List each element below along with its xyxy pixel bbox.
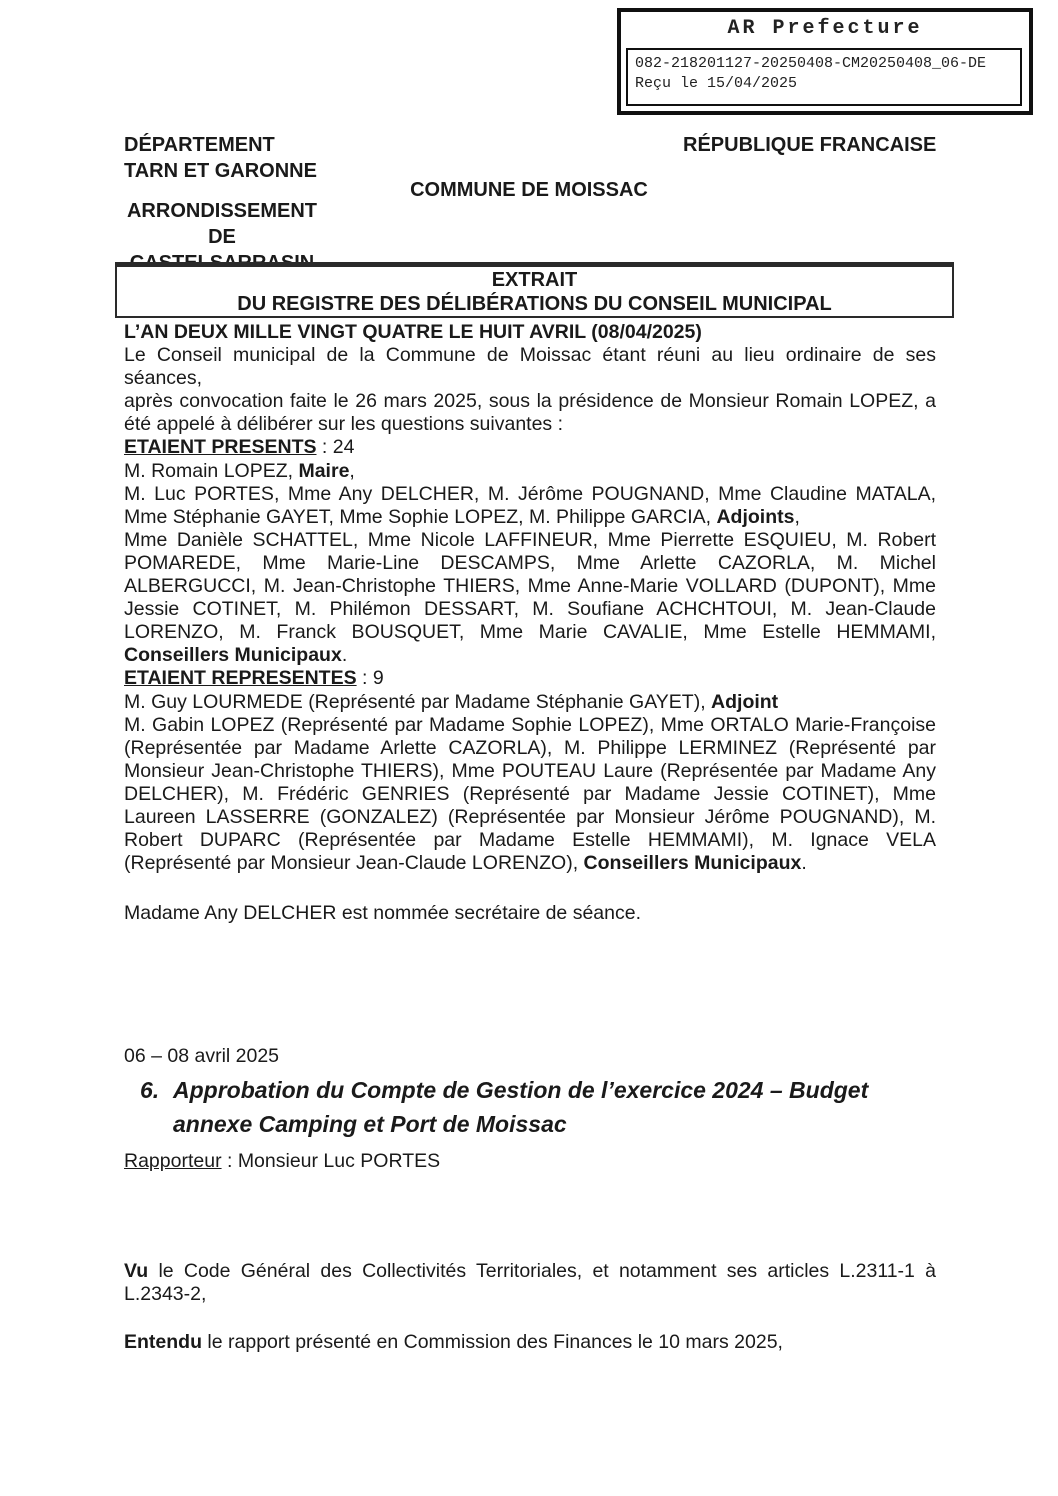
agenda-item-title-line2: annexe Camping et Port de Moissac [173, 1111, 567, 1137]
arrondissement-line1: ARRONDISSEMENT [126, 200, 317, 222]
text-segment: L’AN DEUX MILLE VINGT QUATRE LE HUIT AVRIL (08/04/2025) [124, 321, 702, 343]
text-segment: . [341, 644, 348, 667]
text-segment: Rapporteur [124, 1150, 222, 1172]
text-segment: ALBERGUCCI, M. Jean-Christophe THIERS, Mme Anne-Marie VOLLARD (DUPONT), Mme [124, 575, 936, 598]
text-segment: Adjoints [716, 505, 795, 528]
department-line1: DÉPARTEMENT [124, 134, 275, 156]
text-segment: après convocation faite le 26 mars 2025, sous la présidence de Monsieur Romain LOPEZ, a [124, 390, 936, 413]
text-line [124, 436, 936, 459]
text-line [124, 760, 936, 783]
text-segment: Entendu [124, 1331, 202, 1353]
text-line [124, 552, 936, 575]
text-line [124, 344, 936, 390]
stamp-title: AR Prefecture [727, 17, 923, 40]
text-segment: Monsieur Jean-Christophe THIERS), Mme POUTEAU Laure (Représentée par Madame Any [124, 759, 936, 782]
department-line2: TARN ET GARONNE [124, 160, 317, 182]
entendu-clause [124, 1331, 936, 1354]
text-segment: Jessie COTINET, M. Philémon DESSART, M. Soufiane ACHCHTOUI, M. Jean-Claude [124, 598, 936, 621]
text-line [124, 691, 936, 714]
secretary-line [124, 902, 936, 925]
text-segment: M. Luc PORTES, Mme Any DELCHER, M. Jérôme POUGNAND, Mme Claudine MATALA, [124, 482, 936, 505]
text-segment: Le Conseil municipal de la Commune de Moissac étant réuni au lieu ordinaire de ses séances, [124, 344, 936, 390]
arrondissement-line2: DE [208, 226, 236, 248]
text-segment: Maire [298, 459, 350, 482]
text-segment: M. Romain LOPEZ, [124, 459, 299, 482]
text-segment: Mme Danièle SCHATTEL, Mme Nicole LAFFINEUR, Mme Pierrette ESQUIEU, M. Robert [124, 528, 936, 551]
agenda-item-title-line1: Approbation du Compte de Gestion de l’exercice 2024 – Budget [173, 1077, 869, 1103]
text-segment: Vu [124, 1260, 149, 1282]
text-segment: ETAIENT REPRESENTES [124, 667, 357, 690]
ar-prefecture-stamp [617, 8, 1033, 115]
text-line [124, 506, 936, 529]
text-segment: : Monsieur Luc PORTES [221, 1150, 441, 1172]
text-segment: M. Guy LOURMEDE (Représenté par Madame Stéphanie GAYET), [124, 690, 712, 713]
text-segment: . [801, 852, 807, 875]
text-line [124, 667, 936, 690]
text-line [124, 644, 936, 667]
text-line [124, 1283, 936, 1306]
text-segment: le Code Général des Collectivités Territoriales, et notamment ses articles L.2311-1 à [148, 1260, 936, 1282]
text-segment: , [349, 459, 355, 482]
text-segment: , [794, 505, 800, 528]
text-line [124, 902, 936, 925]
text-segment: Mme Stéphanie GAYET, Mme Sophie LOPEZ, M. Philippe GARCIA, [124, 505, 717, 528]
text-line [124, 413, 936, 436]
text-line [124, 621, 936, 644]
text-segment: Laureen LASSERRE (GONZALEZ) (Représentée par Monsieur Jérôme POUGNAND), M. [124, 805, 936, 828]
extrait-line2: DU REGISTRE DES DÉLIBÉRATIONS DU CONSEIL MUNICIPAL [237, 293, 832, 315]
text-line [124, 783, 936, 806]
text-line [124, 829, 936, 852]
text-segment: Conseillers Municipaux [124, 644, 342, 667]
stamp-inner-box [626, 48, 1022, 106]
text-segment: LORENZO, M. Franck BOUSQUET, Mme Marie CAVALIE, Mme Estelle HEMMAMI, [124, 621, 936, 644]
text-segment: Conseillers Municipaux [583, 852, 802, 875]
text-line [124, 460, 936, 483]
text-segment: Robert DUPARC (Représentée par Madame Estelle HEMMAMI), M. Ignace VELA [124, 829, 936, 852]
commune-label: COMMUNE DE MOISSAC [410, 179, 648, 201]
text-segment: (Représentée par Madame Arlette CAZORLA), M. Philippe LERMINEZ (Représenté par [124, 736, 936, 759]
department-label [124, 132, 317, 184]
text-segment: L.2343-2, [124, 1283, 207, 1306]
stamp-code: 082-218201127-20250408-CM20250408_06-DE [635, 55, 987, 72]
text-line [124, 1260, 936, 1283]
deliberation-body-text [124, 321, 936, 875]
extrait-title-box [115, 262, 954, 318]
text-segment: DELCHER), M. Frédéric GENRIES (Représenté par Madame Jessie COTINET), Mme [124, 782, 936, 805]
text-segment: POMAREDE, Mme Marie-Line DESCAMPS, Mme Arlette CAZORLA, M. Michel [124, 551, 936, 574]
agenda-item-heading [140, 1073, 960, 1141]
vu-clause [124, 1260, 936, 1306]
text-line [124, 852, 936, 875]
text-line [124, 1331, 936, 1354]
text-line [124, 529, 936, 552]
republic-label: RÉPUBLIQUE FRANCAISE [683, 134, 937, 156]
text-line [124, 1150, 936, 1173]
text-line [124, 575, 936, 598]
agenda-item-title [173, 1073, 960, 1141]
text-line [124, 390, 936, 413]
text-line [124, 483, 936, 506]
text-segment: le rapport présenté en Commission des Finances le 10 mars 2025, [202, 1331, 783, 1353]
text-segment: (Représenté par Monsieur Jean-Claude LORENZO), [124, 852, 584, 875]
stamp-received-date: Reçu le 15/04/2025 [635, 75, 798, 92]
text-segment: : 24 [316, 436, 355, 459]
rapporteur-line [124, 1150, 936, 1173]
text-segment: M. Gabin LOPEZ (Représenté par Madame Sophie LOPEZ), Mme ORTALO Marie-Françoise [124, 713, 936, 736]
text-line [124, 598, 936, 621]
text-segment: : 9 [356, 667, 384, 690]
session-dates: 06 – 08 avril 2025 [124, 1045, 280, 1067]
text-line [124, 806, 936, 829]
extrait-line1: EXTRAIT [491, 269, 578, 291]
agenda-item-number: 6. [140, 1077, 160, 1103]
text-segment: Madame Any DELCHER est nommée secrétaire de séance. [124, 902, 641, 924]
text-segment: été appelé à délibérer sur les questions suivantes : [124, 413, 564, 436]
text-segment: Adjoint [711, 690, 779, 713]
text-line [124, 321, 936, 344]
text-line [124, 737, 936, 760]
text-line [124, 714, 936, 737]
text-segment: ETAIENT PRESENTS [124, 436, 317, 459]
